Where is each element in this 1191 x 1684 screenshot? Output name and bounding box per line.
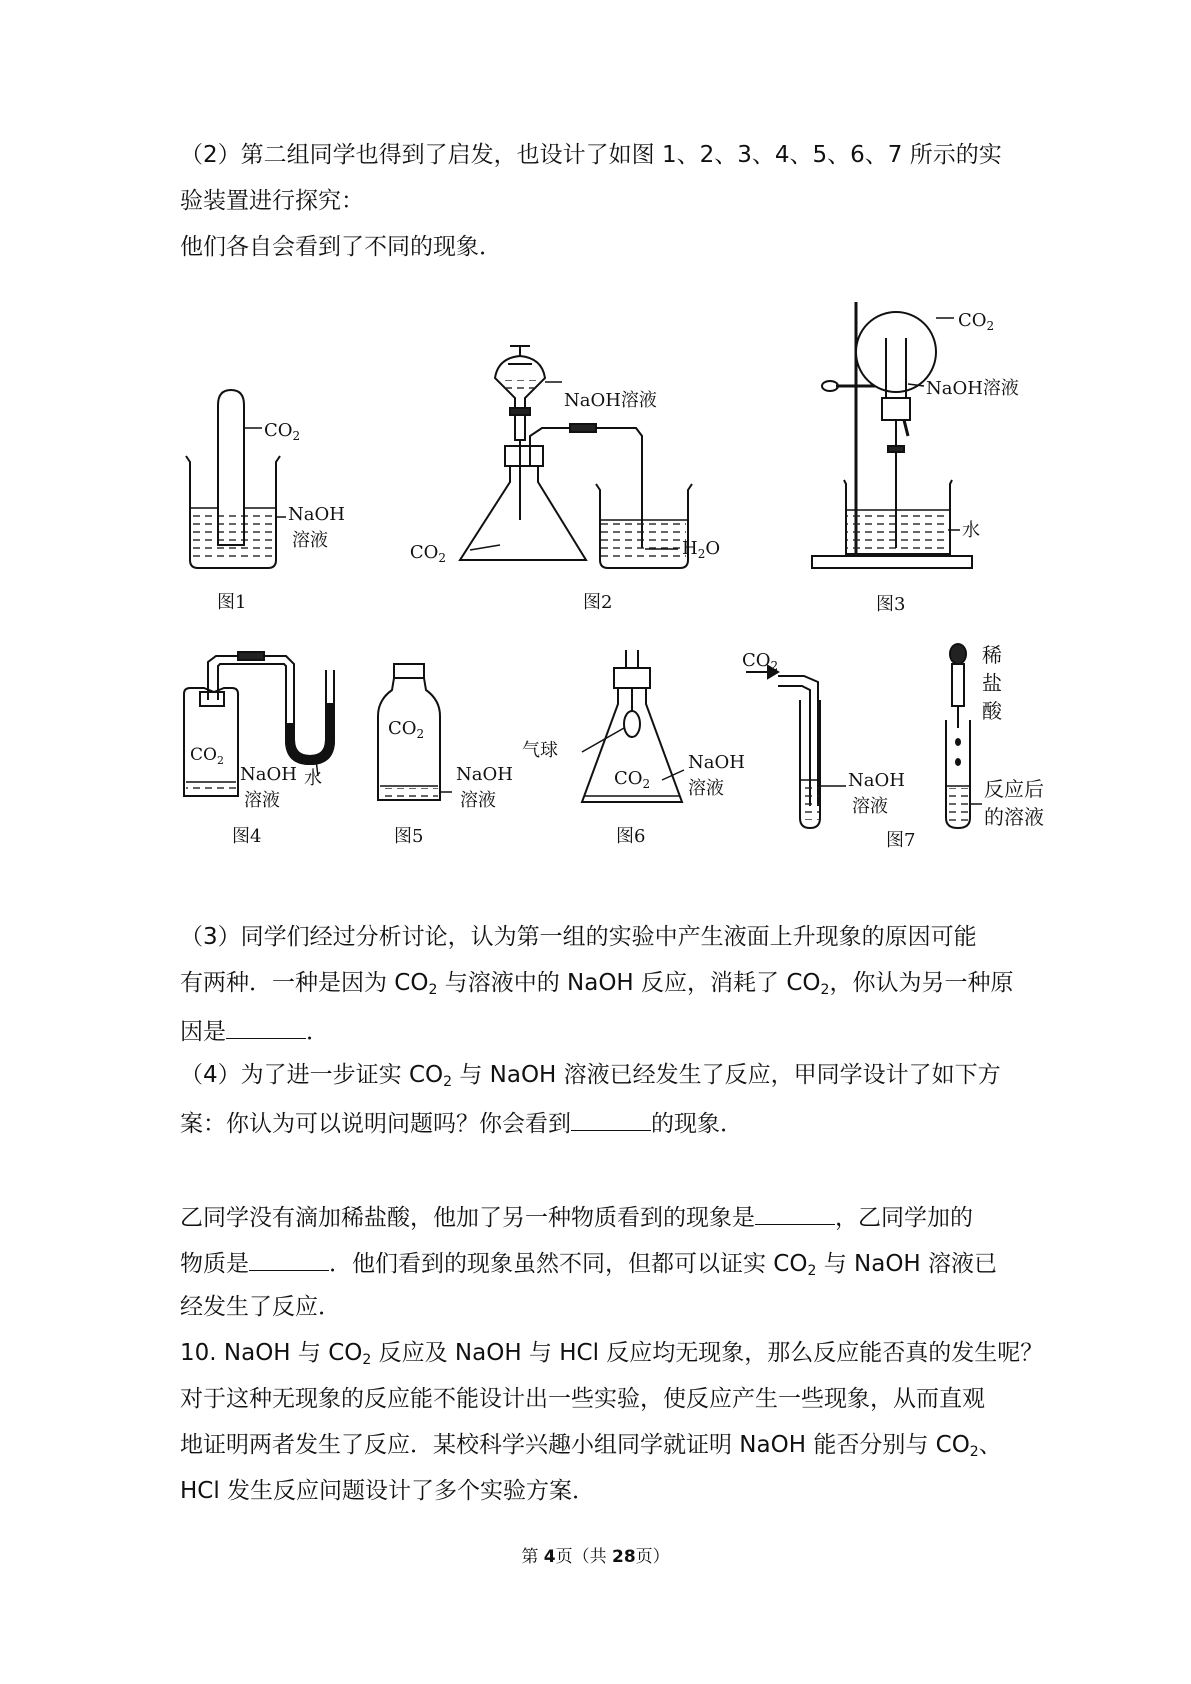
part2-line1: （2）第二组同学也得到了启发，也设计了如图 1、2、3、4、5、6、7 所示的实 <box>180 142 1002 168</box>
part3-line3: 因是 ． <box>180 1016 1010 1047</box>
yi-line3: 经发生了反应． <box>180 1294 341 1320</box>
fig7-solution-label: 溶液 <box>852 796 888 817</box>
fig6-balloon-label: 气球 <box>522 740 558 761</box>
fig7-acid-label-2: 盐 <box>982 671 1002 695</box>
fig3-naoh-label: NaOH溶液 <box>926 378 1019 399</box>
fig7-co2-label: $CO_2$ <box>742 650 779 673</box>
fig4-water-label: 水 <box>304 768 322 789</box>
fig5-solution-label: 溶液 <box>460 790 496 811</box>
fig3-water-label: 水 <box>962 520 980 541</box>
figure-3 <box>812 302 972 568</box>
q10-line2: 对于这种无现象的反应能不能设计出一些实验，使反应产生一些现象，从而直观 <box>180 1386 985 1412</box>
yi-line1: 乙同学没有滴加稀盐酸，他加了另一种物质看到的现象是 ，乙同学加的 <box>180 1202 1010 1233</box>
part4-line2: 案：你认为可以说明问题吗？你会看到 的现象． <box>180 1108 1010 1139</box>
fig4-solution-label: 溶液 <box>244 790 280 811</box>
fig5-co2-label: $CO_2$ <box>388 718 425 741</box>
fig4-caption: 图4 <box>232 826 262 847</box>
part2-line2: 验装置进行探究： <box>180 188 364 214</box>
fig4-co2-label: $CO_2$ <box>190 745 224 767</box>
page-footer: 第 4页（共 28页） <box>521 1547 670 1567</box>
yi-line2: 物质是 ．他们看到的现象虽然不同，但都可以证实 $CO_2$ 与 NaOH 溶液已 <box>180 1248 1010 1279</box>
figure-2 <box>460 346 692 568</box>
part3-line1: （3）同学们经过分析讨论，认为第一组的实验中产生液面上升现象的原因可能 <box>180 924 977 950</box>
part4-line1: （4）为了进一步证实 $CO_2$ 与 NaOH 溶液已经发生了反应，甲同学设计了如下方 <box>180 1062 1001 1090</box>
fig6-co2-label: $CO_2$ <box>614 768 651 791</box>
fig6-solution-label: 溶液 <box>688 778 724 799</box>
fig2-h2o-label: $H_2O$ <box>682 538 721 561</box>
fig5-naoh-label: NaOH <box>456 764 513 785</box>
answer-blank-1[interactable] <box>226 1016 306 1039</box>
fig1-naoh-label: NaOH <box>288 504 345 525</box>
fig1-co2-label: $CO_2$ <box>264 420 301 443</box>
fig3-co2-label: $CO_2$ <box>958 310 995 333</box>
fig2-naoh-label: NaOH溶液 <box>564 390 657 411</box>
q10-line3: 地证明两者发生了反应．某校科学兴趣小组同学就证明 NaOH 能否分别与 $CO_2$、 <box>180 1432 1002 1460</box>
q10-line1: 10. NaOH 与 $CO_2$ 反应及 NaOH 与 HCl 反应均无现象，那么反应能否真的发生呢？ <box>180 1340 1044 1368</box>
fig7-acid-label-3: 酸 <box>982 699 1002 723</box>
fig7-acid-label-1: 稀 <box>982 643 1002 667</box>
part2-line3: 他们各自会看到了不同的现象． <box>180 234 502 260</box>
q10-line4: HCl 发生反应问题设计了多个实验方案． <box>180 1478 596 1504</box>
fig3-caption: 图3 <box>876 594 906 615</box>
answer-blank-4[interactable] <box>249 1248 329 1271</box>
fig6-naoh-label: NaOH <box>688 752 745 773</box>
fig2-caption: 图2 <box>583 592 613 613</box>
figure-1 <box>186 390 286 568</box>
fig1-caption: 图1 <box>217 592 247 613</box>
fig7-caption: 图7 <box>886 830 916 850</box>
answer-blank-2[interactable] <box>571 1108 651 1131</box>
fig5-caption: 图5 <box>394 826 424 847</box>
part3-line2: 有两种．一种是因为 $CO_2$ 与溶液中的 NaOH 反应，消耗了 $CO_2$，你认为另一种原 <box>180 970 1014 998</box>
fig2-co2-label: $CO_2$ <box>409 542 446 565</box>
fig1-solution-label: 溶液 <box>292 530 328 551</box>
fig7-after-label-2: 的溶液 <box>984 805 1044 829</box>
fig6-caption: 图6 <box>616 826 646 847</box>
fig4-naoh-label: NaOH <box>240 764 297 785</box>
experiment-figures <box>0 280 1191 850</box>
answer-blank-3[interactable] <box>755 1202 835 1225</box>
fig7-after-label-1: 反应后 <box>984 777 1044 801</box>
fig7-naoh-label: NaOH <box>848 770 905 791</box>
